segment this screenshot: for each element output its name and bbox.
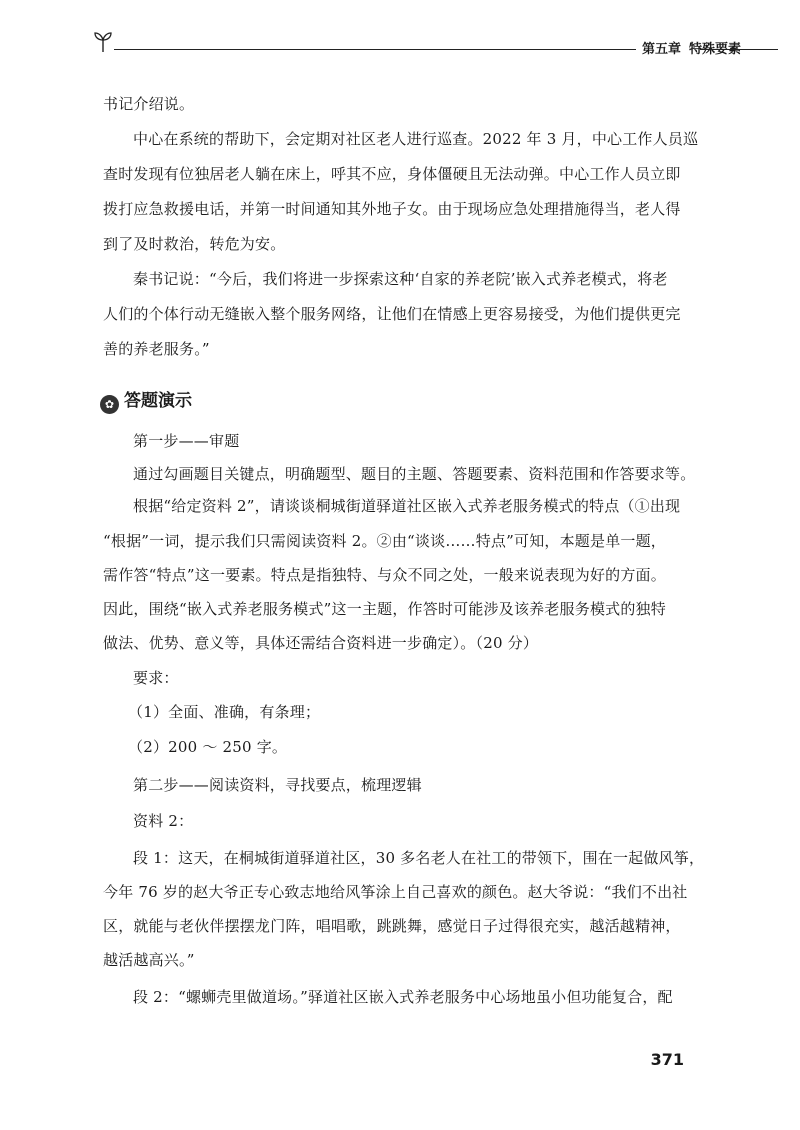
requirements-label: 要求： [133, 669, 179, 687]
text-line: 段 1：这天，在桐城街道驿道社区，30 多名老人在社工的带领下，围在一起做风筝， [133, 849, 705, 867]
text-line: 拨打应急救援电话，并第一时间通知其外地子女。由于现场应急处理措施得当，老人得 [103, 200, 681, 218]
header-rule-right [700, 49, 778, 50]
text-line: 段 2：“螺蛳壳里做道场。”驿道社区嵌入式养老服务中心场地虽小但功能复合，配 [133, 988, 673, 1006]
text-line: 秦书记说：“今后，我们将进一步探索这种‘自家的养老院’嵌入式养老模式，将老 [133, 270, 668, 288]
text-line: 查时发现有位独居老人躺在床上，呼其不应，身体僵硬且无法动弹。中心工作人员立即 [103, 165, 681, 183]
section-title [100, 386, 192, 414]
page-number: 371 [650, 1050, 684, 1069]
page-header [88, 30, 778, 60]
text-line: “根据”一词，提示我们只需阅读资料 2。②由“谈谈……特点”可知，本题是单一题， [103, 532, 666, 550]
sprout-icon [92, 30, 114, 54]
requirement-item: （1）全面、准确，有条理； [128, 703, 321, 721]
section-badge-icon: ✿ [100, 395, 119, 414]
header-rule-left [114, 49, 636, 50]
text-line: 区，就能与老伙伴摆摆龙门阵，唱唱歌，跳跳舞，感觉日子过得很充实，越活越精神， [103, 917, 681, 935]
text-line: 需作答“特点”这一要素。特点是指独特、与众不同之处，一般来说表现为好的方面。 [103, 566, 666, 584]
text-line: 中心在系统的帮助下，会定期对社区老人进行巡查。2022 年 3 月，中心工作人员巡 [133, 130, 699, 148]
text-line: 做法、优势、意义等，具体还需结合资料进一步确定）。（20 分） [103, 634, 539, 652]
chapter-title: 特殊要素 [689, 42, 742, 57]
text-line: 根据“给定资料 2”，请谈谈桐城街道驿道社区嵌入式养老服务模式的特点（①出现 [133, 497, 681, 515]
step1-title: 第一步——审题 [133, 432, 240, 450]
text-line: 因此，围绕“嵌入式养老服务模式”这一主题，作答时可能涉及该养老服务模式的独特 [103, 600, 666, 618]
text-line: 人们的个体行动无缝嵌入整个服务网络，让他们在情感上更容易接受，为他们提供更完 [103, 305, 681, 323]
chapter-label [642, 38, 749, 57]
section-title-text: 答题演示 [124, 391, 192, 411]
text-line: 书记介绍说。 [103, 95, 195, 113]
text-line: 善的养老服务。” [103, 340, 210, 358]
requirement-item: （2）200 ～ 250 字。 [128, 738, 288, 756]
text-line: 到了及时救治，转危为安。 [103, 235, 286, 253]
text-line: 越活越高兴。” [103, 951, 195, 969]
step2-title: 第二步——阅读资料，寻找要点，梳理逻辑 [133, 776, 422, 794]
material-label: 资料 2： [133, 812, 194, 830]
chapter-number: 第五章 [642, 42, 682, 57]
text-line: 通过勾画题目关键点，明确题型、题目的主题、答题要素、资料范围和作答要求等。 [133, 465, 696, 483]
text-line: 今年 76 岁的赵大爷正专心致志地给风筝涂上自己喜欢的颜色。赵大爷说：“我们不出社 [103, 883, 688, 901]
